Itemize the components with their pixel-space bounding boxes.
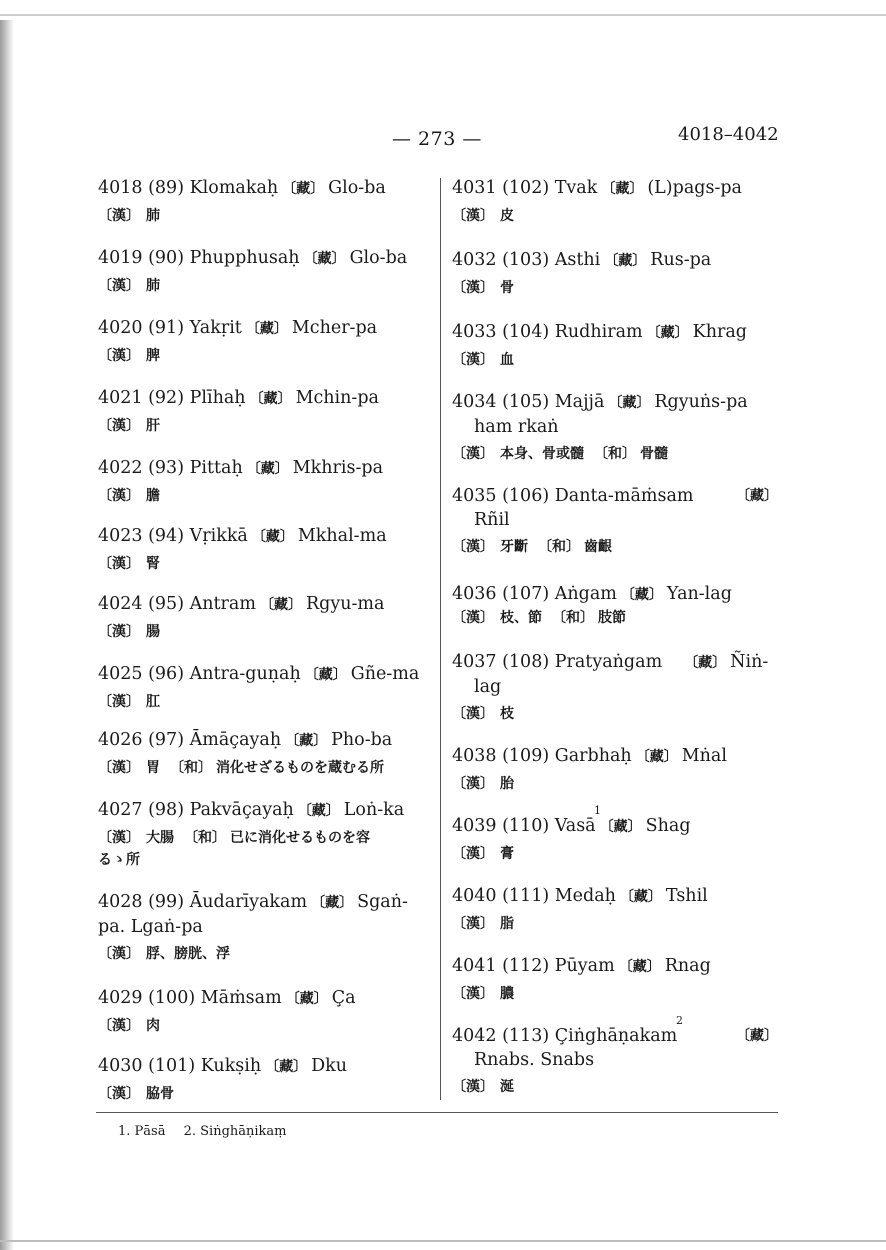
footnotes [118,1124,301,1139]
entry-4023: 4023 (94) Vṛikkā 〔藏〕 Mkhal-ma 〔漢〕 腎 [98,526,387,572]
footnote-rule [96,1112,778,1113]
entry-4038: 4038 (109) Garbhaḥ 〔藏〕 Mṅal 〔漢〕 胎 [452,746,727,792]
entry-4037: 4037 (108) Pratyaṅgam 〔藏〕 Ñiṅ- lag 〔漢〕 枝 [452,652,769,722]
entry-4032: 4032 (103) Asthi 〔藏〕 Rus-pa 〔漢〕 骨 [452,250,712,296]
entry-4035: 4035 (106) Danta-māṁsam 〔藏〕 Rñil 〔漢〕 牙斷 〔和〕 齒齦 [452,486,778,555]
entry-4018: 4018 (89) Klomakaḥ 〔藏〕 Glo-ba 〔漢〕 肺 [98,178,386,224]
page-number: — 273 — [392,128,482,150]
entry-4036: 4036 (107) Aṅgam 〔藏〕 Yan-lag 〔漢〕 枝、節 〔和〕 肢節 [452,584,732,626]
entry-4026: 4026 (97) Āmāçayaḥ 〔藏〕 Pho-ba 〔漢〕 胃 〔和〕 消化せざるものを蔵むる所 [98,730,393,776]
footnote-mark-1: 1 [594,804,601,817]
entry-4025: 4025 (96) Antra-guṇaḥ 〔藏〕 Gñe-ma 〔漢〕 肛 [98,664,420,710]
page-binding-shadow [0,20,14,1250]
footnote-1: 1. Pāsā [118,1124,166,1139]
entry-4031: 4031 (102) Tvak 〔藏〕 (L)pags-pa 〔漢〕 皮 [452,178,742,224]
page-top-edge [0,14,886,16]
entry-4041: 4041 (112) Pūyam 〔藏〕 Rnag 〔漢〕 膿 [452,956,711,1002]
footnote-2: 2. Siṅghāṇikaṃ [183,1124,287,1139]
entry-4020: 4020 (91) Yakṛit 〔藏〕 Mcher-pa 〔漢〕 脾 [98,318,378,364]
entry-4022: 4022 (93) Pittaḥ 〔藏〕 Mkhris-pa 〔漢〕 膽 [98,458,384,504]
entry-4028: 4028 (99) Āudarīyakam 〔藏〕 Sgaṅ- pa. Lgaṅ-pa 〔漢〕 脬、膀胱、浮 [98,892,408,962]
entry-range: 4018–4042 [678,124,779,145]
entry-4019: 4019 (90) Phupphusaḥ 〔藏〕 Glo-ba 〔漢〕 肺 [98,248,408,294]
entry-4021: 4021 (92) Plīhaḥ 〔藏〕 Mchin-pa 〔漢〕 肝 [98,388,379,434]
entry-4033: 4033 (104) Rudhiram 〔藏〕 Khrag 〔漢〕 血 [452,322,748,368]
column-divider [440,178,441,1100]
entry-4039: 1 4039 (110) Vasā 〔藏〕 Shag 〔漢〕 膏 [452,804,691,862]
entry-4029: 4029 (100) Māṁsam 〔藏〕 Ça 〔漢〕 肉 [98,988,356,1034]
entry-4030: 4030 (101) Kukṣiḥ 〔藏〕 Dku 〔漢〕 脇骨 [98,1056,348,1102]
entry-4027: 4027 (98) Pakvāçayaḥ 〔藏〕 Loṅ-ka 〔漢〕 大腸 〔和〕 已に消化せるものを容 るゝ所 [98,800,405,868]
entry-4034: 4034 (105) Majjā 〔藏〕 Rgyuṅs-pa ham rkaṅ 〔漢〕 本身、骨或髓 〔和〕 骨髓 [452,392,748,462]
entry-4024: 4024 (95) Antram 〔藏〕 Rgyu-ma 〔漢〕 腸 [98,594,385,640]
page-bottom-edge [0,1240,886,1242]
entry-4040: 4040 (111) Medaḥ 〔藏〕 Tshil 〔漢〕 脂 [452,886,708,932]
footnote-mark-2: 2 [676,1014,683,1027]
entry-4042: 2 4042 (113) Çiṅghāṇakam 〔藏〕 Rnabs. Snabs 〔漢〕 涎 [452,1014,778,1095]
